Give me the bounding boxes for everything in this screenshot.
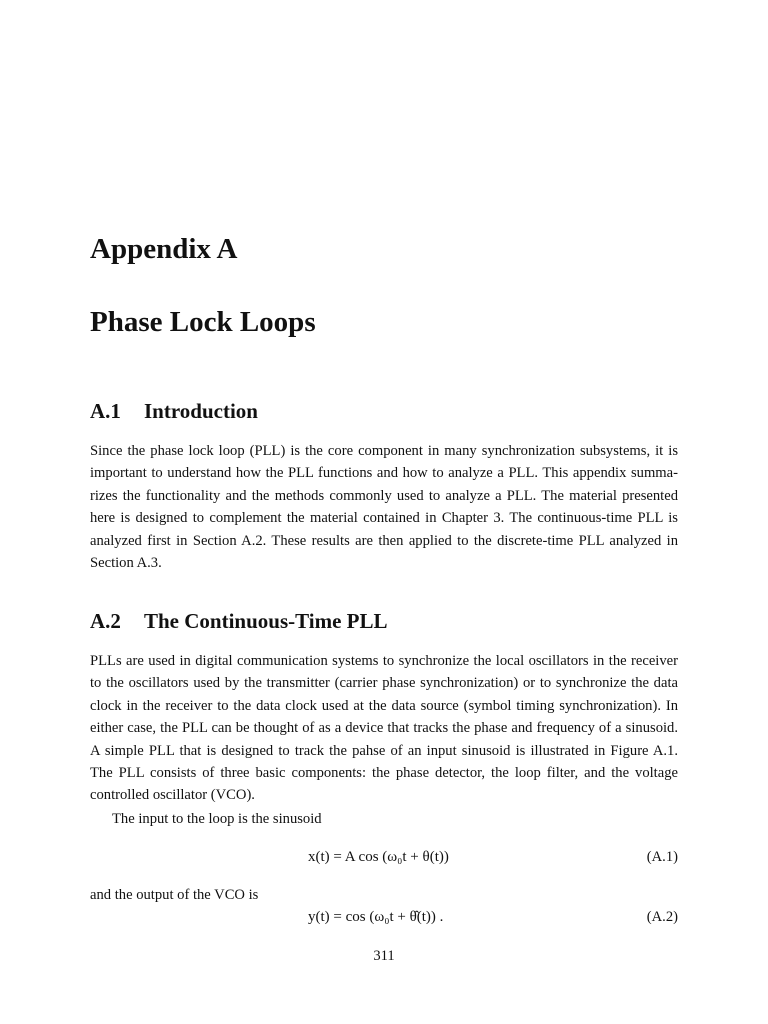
- text-line: either case, the PLL can be thought of as a device that tracks the phase and frequency of a sinusoid.: [90, 720, 678, 737]
- equation-number: (A.1): [646, 849, 678, 865]
- appendix-label: Appendix A: [90, 233, 238, 265]
- continuous-time-paragraph: [90, 650, 678, 807]
- page-number: 311: [373, 948, 395, 964]
- section-title: The Continuous-Time PLL: [144, 609, 388, 633]
- section-number: A.2: [90, 609, 121, 633]
- text-line: Section A.3.: [90, 555, 162, 572]
- text-line: controlled oscillator (VCO).: [90, 787, 255, 804]
- appendix-title: Phase Lock Loops: [90, 306, 316, 338]
- vco-sentence: and the output of the VCO is: [90, 887, 259, 903]
- text-line: Since the phase lock loop (PLL) is the core component in many synchronization subsystems, it is: [90, 443, 678, 459]
- text-line: to the oscillators used by the transmitter (carrier phase synchronization) or to synchronize the data: [90, 675, 678, 692]
- input-sentence: The input to the loop is the sinusoid: [112, 811, 322, 827]
- text-line: PLLs are used in digital communication systems to synchronize the local oscillators in the receiver: [90, 653, 678, 669]
- section-number: A.1: [90, 399, 121, 423]
- equation-number: (A.2): [646, 909, 678, 925]
- equation-a1: [90, 842, 678, 872]
- section-heading-introduction: [90, 398, 258, 424]
- text-line: important to understand how the PLL functions and how to analyze a PLL. This appendix summa-: [90, 465, 678, 482]
- text-line: rizes the functionality and the methods commonly used to analyze a PLL. The material presented: [90, 487, 678, 504]
- equation-body: x(t) = A cos (ω₀t + θ(t)): [308, 849, 449, 865]
- text-line: clock in the receiver to the data clock used at the data source (symbol timing synchronization). In: [90, 697, 678, 714]
- text-line: analyzed first in Section A.2. These results are then applied to the discrete-time PLL analyzed in: [90, 532, 678, 549]
- text-line: here is designed to complement the material contained in Chapter 3. The continuous-time PLL is: [90, 510, 678, 527]
- intro-paragraph: [90, 440, 678, 574]
- section-heading-continuous-time-pll: [90, 608, 388, 634]
- equation-a2: [90, 902, 678, 932]
- equation-body: y(t) = cos (ω₀t + θ̂(t)) .: [308, 909, 444, 925]
- text-line: The PLL consists of three basic components: the phase detector, the loop filter, and the voltage: [90, 765, 678, 782]
- section-title: Introduction: [144, 399, 258, 423]
- text-line: A simple PLL that is designed to track the pahse of an input sinusoid is illustrated in Figure A.1.: [90, 742, 678, 759]
